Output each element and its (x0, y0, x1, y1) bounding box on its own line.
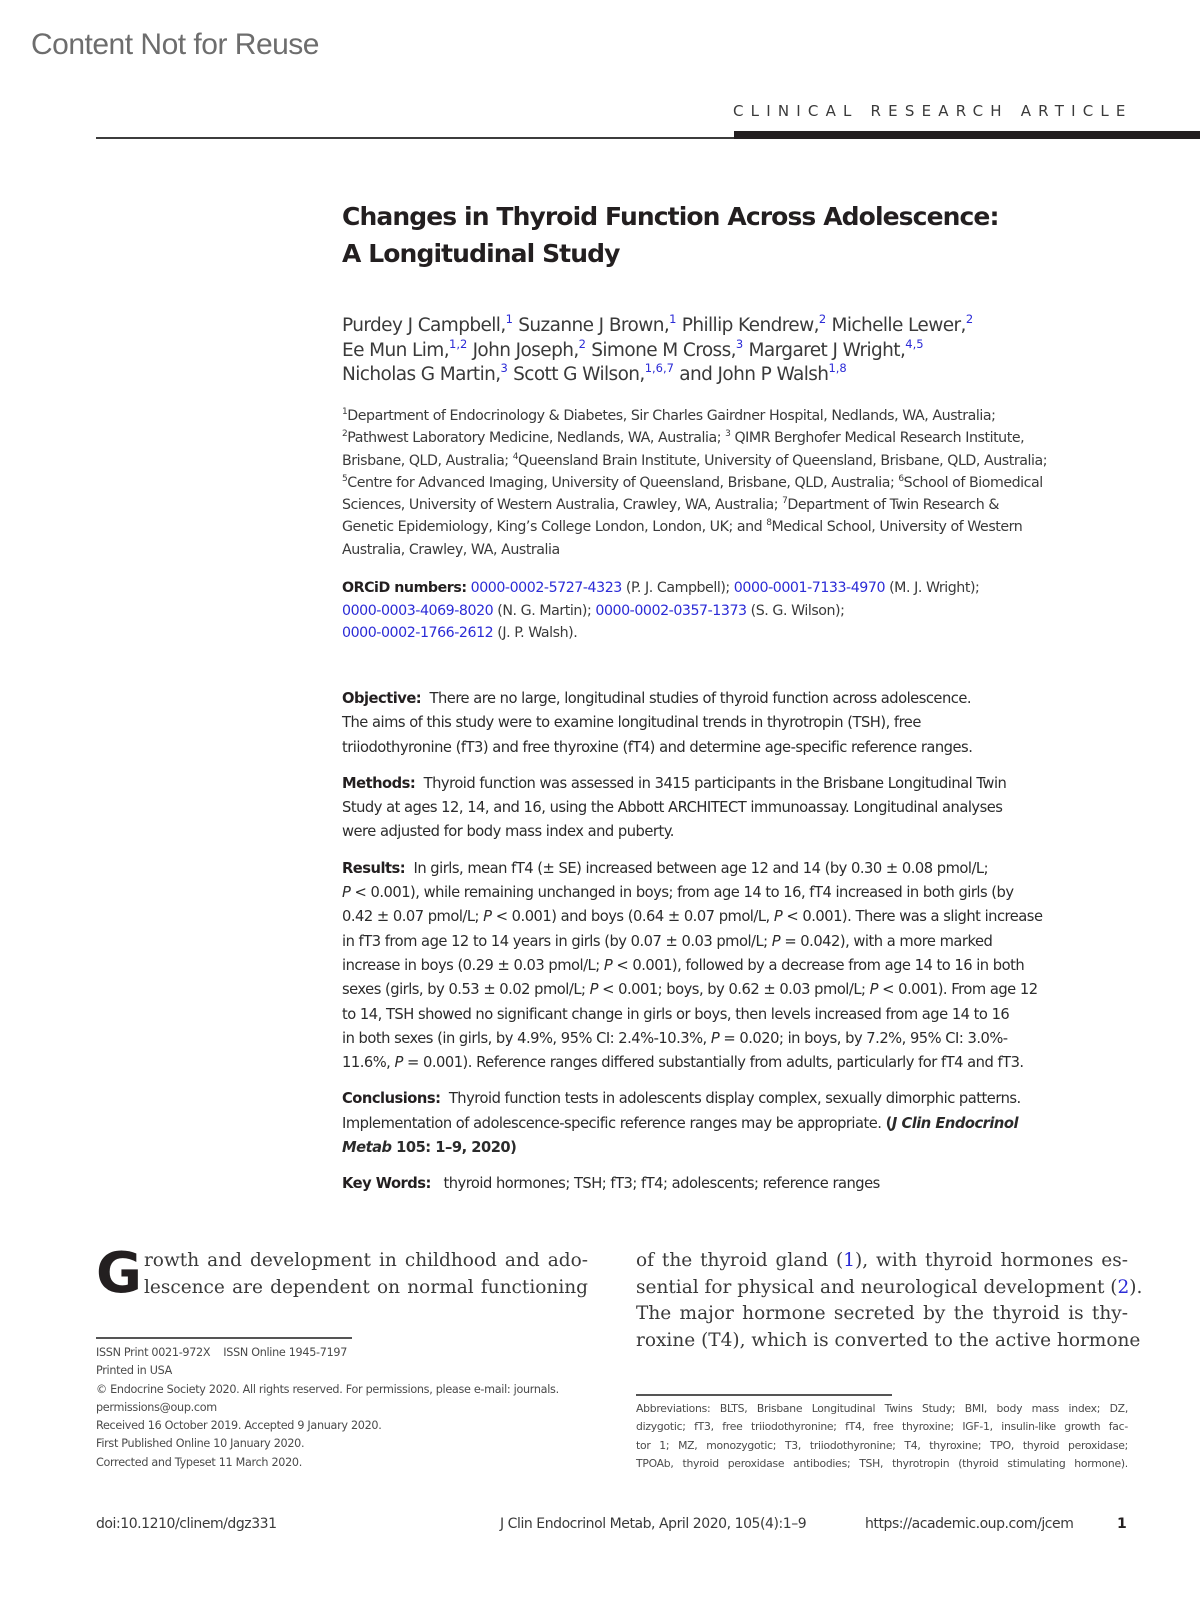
abstract-line: 0.42 ± 0.07 pmol/L; P < 0.001) and boys (0.64 ± 0.07 pmol/L, P < 0.001). There was a slight increase (342, 908, 1043, 926)
affiliation-text: QIMR Berghofer Medical Research Institute, (730, 430, 1025, 447)
abstract-line (342, 1112, 1132, 1136)
affiliation-ref[interactable]: 4,5 (905, 336, 924, 351)
body-column-right (636, 1248, 1143, 1354)
body-text: sential for physical and neurological development ( (636, 1276, 1118, 1298)
orcid-link[interactable]: 0000-0001-7133-4970 (733, 580, 886, 596)
imprint-line: Printed in USA (96, 1364, 172, 1378)
journal-url-link[interactable]: https://academic.oup.com/jcem (865, 1516, 1074, 1532)
body-line: roxine (T4), which is converted to the active hormone (636, 1329, 1141, 1351)
body-text: ), with thyroid hormones es- (855, 1250, 1128, 1271)
affiliation-ref[interactable]: 2 (965, 312, 974, 326)
body-text: ). (1129, 1276, 1143, 1298)
p-value-symbol: P (342, 884, 351, 902)
abstract-line: triiodothyronine (fT3) and free thyroxine (fT4) and determine age-specific reference ranges. (342, 738, 973, 756)
abbrev-line: Abbreviations: BLTS, Brisbane Longitudinal Twins Study; BMI, body mass index; DZ, (636, 1402, 1128, 1415)
title-line: A Longitudinal Study (342, 239, 620, 268)
abstract-line: P < 0.001), while remaining unchanged in boys; from age 14 to 16, fT4 increased in both girls (by (342, 884, 1014, 902)
watermark: Content Not for Reuse (31, 28, 319, 61)
orcid-label: ORCiD numbers: (342, 580, 467, 596)
affiliation-ref[interactable]: 1,2 (449, 336, 468, 351)
affiliation-number: 4 (512, 451, 518, 462)
reference-link[interactable]: 2 (1117, 1276, 1130, 1298)
affiliation-ref[interactable]: 1,6,7 (644, 361, 674, 375)
affiliation-line (342, 472, 1132, 494)
orcid-person: (N. G. Martin); (493, 602, 596, 619)
orcid-person: (P. J. Campbell); (621, 580, 734, 596)
citation (886, 1115, 1018, 1132)
abstract-objective (342, 687, 1132, 760)
body-text: of the thyroid gland ( (636, 1250, 844, 1271)
body-line: lescence are dependent on normal functioning (143, 1276, 588, 1298)
author-name: Suzanne J Brown, (518, 315, 670, 336)
author-name: and John P Walsh (679, 364, 829, 385)
author-name: John Joseph, (472, 339, 579, 361)
author-name: Simone M Cross, (591, 339, 736, 361)
author-list (342, 314, 1122, 388)
orcid-link[interactable]: 0000-0003-4069-8020 (342, 602, 494, 619)
affiliation-number: 3 (725, 429, 731, 440)
citation-journal: J Clin Endocrinol (891, 1114, 1019, 1132)
abstract-heading: Key Words: (342, 1175, 431, 1193)
reference-link[interactable]: 1 (843, 1250, 855, 1271)
footnote-rule (636, 1394, 892, 1396)
affiliation-number: 2 (342, 429, 348, 440)
p-value-symbol: P (869, 981, 878, 999)
doi-link[interactable]: doi:10.1210/clinem/dgz331 (96, 1516, 277, 1532)
citation (342, 1139, 516, 1156)
abstract-heading: Methods: (342, 774, 416, 792)
author-name: Margaret J Wright, (748, 339, 906, 361)
orcid-line (342, 600, 1132, 623)
body-line: rowth and development in childhood and ado- (143, 1250, 588, 1271)
abstract-line: in fT3 from age 12 to 14 years in girls (by 0.07 ± 0.03 pmol/L; P = 0.042), with a more marked (342, 932, 993, 950)
abstract-text: In girls, mean fT4 (± SE) increased between age 12 and 14 (by 0.30 ± 0.08 pmol/L; (413, 859, 989, 877)
affiliation-number: 1 (342, 407, 348, 417)
orcid-link[interactable]: 0000-0002-5727-4323 (470, 580, 622, 596)
p-value-symbol: P (589, 981, 598, 999)
author-name: Ee Mun Lim, (342, 339, 449, 361)
affiliation-line (342, 450, 1132, 472)
abstract-text: Implementation of adolescence-specific reference ranges may be appropriate. (342, 1114, 886, 1132)
abbrev-line: TPOAb, thyroid peroxidase antibodies; TSH, thyrotropin (thyroid stimulating hormone). (636, 1456, 1128, 1470)
affiliation-number: 6 (898, 473, 904, 484)
orcid-block (342, 577, 1132, 645)
abbrev-line: tor 1; MZ, monozygotic; T3, triiodothyronine; T4, thyroxine; TPO, thyroid peroxidase; (636, 1438, 1128, 1452)
abstract-line: 11.6%, P = 0.001). Reference ranges differed substantially from adults, particularly for fT4 and fT3. (342, 1054, 1024, 1072)
citation-journal: Metab (342, 1139, 392, 1157)
affiliation-number: 7 (782, 496, 788, 507)
orcid-line (342, 622, 1132, 645)
affiliation-ref[interactable]: 1,8 (828, 361, 847, 375)
orcid-person: (J. P. Walsh). (493, 625, 578, 641)
author-line (342, 336, 1122, 364)
header-rule (96, 137, 736, 139)
imprint-line: First Published Online 10 January 2020. (96, 1437, 305, 1451)
abstract-line: in both sexes (in girls, by 4.9%, 95% CI: 2.4%-10.3%, P = 0.020; in boys, by 7.2%, 95% CI: 3.0%- (342, 1029, 1008, 1047)
affiliation-text: Queensland Brain Institute, University of Queensland, Brisbane, QLD, Australia; (517, 452, 1048, 469)
author-name: Michelle Lewer, (831, 315, 966, 336)
affiliation-text: Medical School, University of Western (771, 519, 1023, 536)
abstract-line (342, 1136, 1132, 1160)
abbreviations-footnote (636, 1400, 1128, 1473)
abstract-text: Thyroid function was assessed in 3415 participants in the Brisbane Longitudinal Twin (423, 774, 1007, 792)
abstract-keywords (342, 1172, 1132, 1196)
affiliation-text: Australia, Crawley, WA, Australia (342, 541, 560, 558)
journal-citation: J Clin Endocrinol Metab, April 2020, 105(4):1–9 (500, 1516, 807, 1532)
abstract-methods (342, 772, 1132, 845)
p-value-symbol: P (710, 1029, 720, 1047)
imprint-email[interactable]: permissions@oup.com (96, 1400, 217, 1414)
footnote-rule (96, 1337, 352, 1339)
imprint-line: © Endocrine Society 2020. All rights reserved. For permissions, please e-mail: journals. (96, 1382, 559, 1396)
p-value-symbol: P (771, 932, 781, 950)
abstract-line: to 14, TSH showed no significant change in girls or boys, then levels increased from age 14 to 16 (342, 1005, 1010, 1023)
abstract-line (342, 687, 1132, 711)
imprint-notes (96, 1344, 596, 1472)
orcid-link[interactable]: 0000-0002-1766-2612 (342, 625, 494, 641)
abstract-line: were adjusted for body mass index and puberty. (342, 823, 674, 841)
abstract-line: The aims of this study were to examine longitudinal trends in thyrotropin (TSH), free (342, 714, 921, 732)
body-line (636, 1248, 1128, 1275)
section-label: CLINICAL RESEARCH ARTICLE (733, 102, 1133, 120)
author-line (342, 363, 1122, 388)
citation-volume: 105: 1–9, 2020) (391, 1139, 517, 1157)
abstract-results (342, 857, 1132, 1076)
abstract-text: There are no large, longitudinal studies of thyroid function across adolescence. (429, 690, 972, 707)
affiliation-line (342, 427, 1132, 449)
affiliation-ref[interactable]: 1 (505, 312, 513, 326)
abstract (342, 687, 1132, 1209)
p-value-symbol: P (603, 956, 613, 974)
affiliation-text: Department of Twin Research & (787, 497, 999, 514)
body-column-left (96, 1241, 588, 1306)
affiliation-text: Brisbane, QLD, Australia; (342, 452, 513, 469)
affiliation-text: Centre for Advanced Imaging, University of Queensland, Brisbane, QLD, Australia; (347, 474, 899, 491)
author-name: Purdey J Campbell, (342, 315, 506, 336)
imprint-line: Corrected and Typeset 11 March 2020. (96, 1455, 303, 1469)
body-line: The major hormone secreted by the thyroid is thy- (636, 1303, 1128, 1324)
header-rule-thick (734, 131, 1200, 139)
affiliation-ref[interactable]: 3 (500, 361, 508, 375)
orcid-person: (S. G. Wilson); (746, 602, 845, 619)
p-value-symbol: P (773, 908, 783, 926)
affiliation-ref[interactable]: 2 (578, 336, 586, 351)
abstract-line: Study at ages 12, 14, and 16, using the Abbott ARCHITECT immunoassay. Longitudinal analyses (342, 799, 1003, 817)
title-line: Changes in Thyroid Function Across Adolescence: (342, 202, 999, 231)
abstract-line: sexes (girls, by 0.53 ± 0.02 pmol/L; P < 0.001; boys, by 0.62 ± 0.03 pmol/L; P < 0.001). From age 12 (342, 981, 1038, 999)
article-title (342, 198, 1122, 272)
affiliations (342, 405, 1132, 561)
orcid-link[interactable]: 0000-0002-0357-1373 (595, 602, 747, 619)
affiliation-text: Sciences, University of Western Australia, Crawley, WA, Australia; (342, 497, 783, 514)
affiliation-ref[interactable]: 1 (669, 312, 677, 326)
abstract-heading: Objective: (342, 690, 422, 707)
page-number: 1 (1117, 1516, 1127, 1532)
affiliation-text: School of Biomedical (903, 474, 1043, 491)
abstract-heading: Results: (342, 859, 406, 877)
affiliation-ref[interactable]: 3 (735, 336, 744, 351)
abstract-line (342, 1172, 1132, 1196)
affiliation-text: Pathwest Laboratory Medicine, Nedlands, WA, Australia; (347, 430, 726, 447)
affiliation-ref[interactable]: 2 (818, 312, 827, 326)
citation-paren: ( (885, 1114, 892, 1132)
orcid-person: (M. J. Wright); (885, 580, 980, 596)
imprint-line: Received 16 October 2019. Accepted 9 January 2020. (96, 1419, 382, 1433)
author-line (342, 314, 1122, 339)
body-line (636, 1275, 1143, 1302)
abstract-text: Thyroid function tests in adolescents display complex, sexually dimorphic patterns. (448, 1090, 1021, 1108)
author-name: Nicholas G Martin, (342, 364, 501, 385)
affiliation-number: 8 (766, 518, 772, 529)
drop-cap: G (96, 1241, 140, 1306)
affiliation-text: Genetic Epidemiology, King’s College London, London, UK; and (342, 519, 767, 536)
author-name: Phillip Kendrew, (681, 315, 819, 336)
abstract-line (342, 857, 1132, 881)
p-value-symbol: P (394, 1054, 403, 1072)
abstract-line (342, 1087, 1132, 1111)
affiliation-line (342, 516, 1132, 538)
abstract-conclusions (342, 1087, 1132, 1160)
abstract-line: increase in boys (0.29 ± 0.03 pmol/L; P < 0.001), followed by a decrease from age 14 to 16 in both (342, 956, 1025, 974)
abbrev-line: dizygotic; fT3, free triiodothyronine; fT4, free thyroxine; IGF-1, insulin-like growth fac- (636, 1420, 1128, 1434)
abstract-line (342, 772, 1132, 796)
affiliation-number: 5 (342, 473, 348, 484)
author-name: Scott G Wilson, (513, 364, 645, 385)
imprint-line: ISSN Print 0021-972X ISSN Online 1945-7197 (96, 1346, 348, 1359)
abstract-heading: Conclusions: (342, 1090, 441, 1108)
affiliation-line (342, 405, 1132, 427)
orcid-line (342, 577, 1132, 600)
affiliation-line (342, 539, 1132, 561)
p-value-symbol: P (483, 908, 492, 926)
affiliation-line (342, 494, 1132, 516)
keywords-text: thyroid hormones; TSH; fT3; fT4; adolescents; reference ranges (443, 1175, 880, 1193)
affiliation-text: Department of Endocrinology & Diabetes, Sir Charles Gairdner Hospital, Nedlands, WA, Australia; (347, 408, 996, 424)
